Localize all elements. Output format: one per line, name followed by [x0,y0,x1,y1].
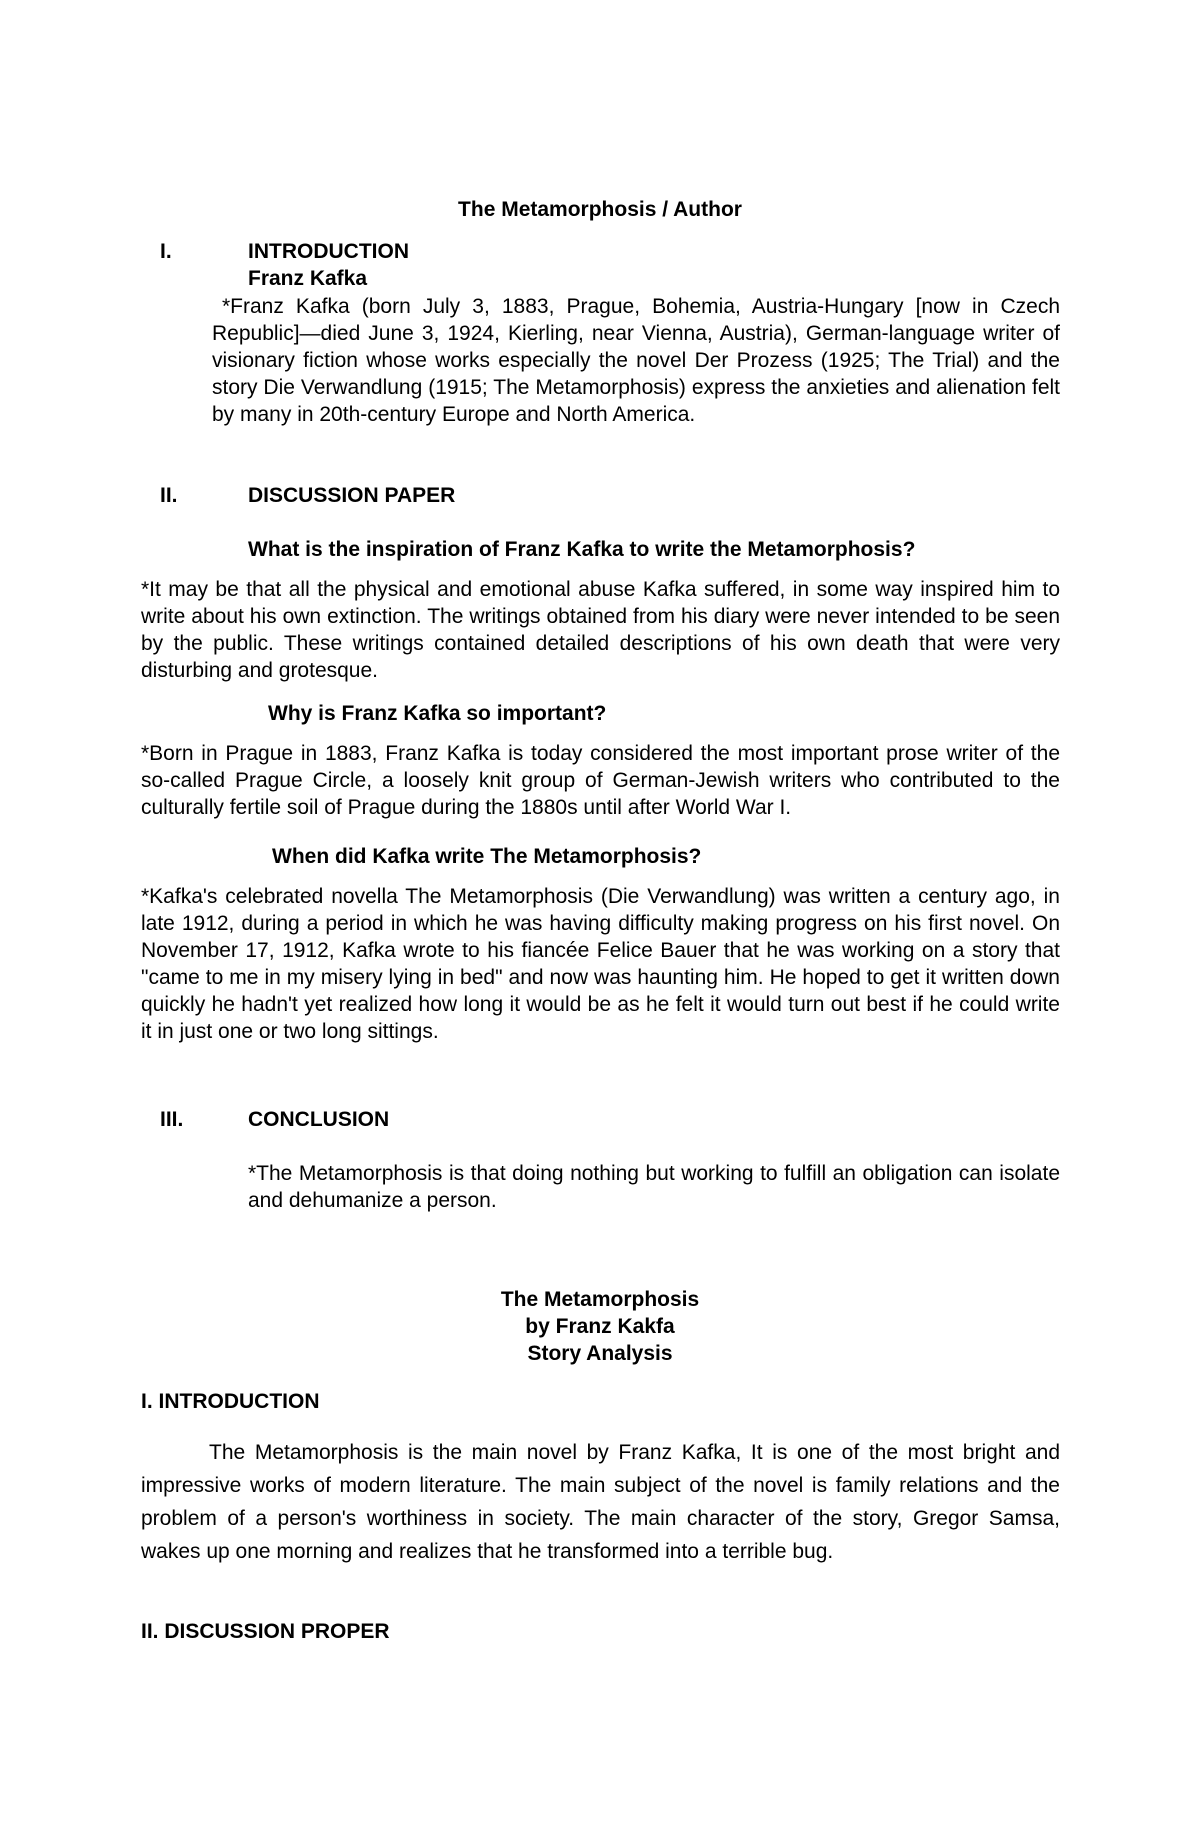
section-1-body: *Franz Kafka (born July 3, 1883, Prague, Bohemia, Austria-Hungary [now in Czech Republic]—died June 3, 1924, Kierling, near Vienna, Austria), German-language writer of visionary fiction whose works especially the novel Der Prozess (1925; The Trial) and the story Die Verwandlung (1915; The Metamorphosis) express the anxieties and alienation felt by many in 20th-century Europe and North America. [212,295,1060,426]
analysis-subtitle: Story Analysis [527,1342,673,1365]
section-1-heading: INTRODUCTION [248,240,409,263]
question-inspiration: What is the inspiration of Franz Kafka to write the Metamorphosis? [248,538,916,561]
question-when-written: When did Kafka write The Metamorphosis? [272,845,702,868]
section-3-heading: CONCLUSION [248,1108,390,1131]
analysis-title: The Metamorphosis [500,1288,700,1311]
answer-importance: *Born in Prague in 1883, Franz Kafka is today considered the most important prose writer of the so-called Prague Circle, a loosely knit group of German-Jewish writers who contributed to the culturally fertile soil of Prague during the 1880s until after World War I. [141,742,1060,819]
section-1-numeral: I. [160,240,172,263]
document-title: The Metamorphosis / Author [458,198,742,221]
answer-when-written: *Kafka's celebrated novella The Metamorphosis (Die Verwandlung) was written a century ago, in late 1912, during a period in which he was having difficulty making progress on his first novel. On November 17, 1912, Kafka wrote to his fiancée Felice Bauer that he was working on a story that "came to me in my misery lying in bed" and now was haunting him. He hoped to get it written down quickly he hadn't yet realized how long it would be as he felt it would turn out best if he could write it in just one or two long sittings. [141,885,1060,1043]
section-2-heading: DISCUSSION PAPER [248,484,456,507]
analysis-intro-body: The Metamorphosis is the main novel by Franz Kafka, It is one of the most bright and impressive works of modern literature. The main subject of the novel is family relations and the problem of a person's worthiness in society. The main character of the story, Gregor Samsa, wakes up one morning and realizes that he transformed into a terrible bug. [141,1441,1060,1563]
analysis-discussion-heading: II. DISCUSSION PROPER [141,1620,390,1643]
section-3-body: *The Metamorphosis is that doing nothing but working to fulfill an obligation can isolate and dehumanize a person. [248,1162,1060,1212]
analysis-author: by Franz Kakfa [525,1315,675,1338]
analysis-intro-heading: I. INTRODUCTION [141,1390,320,1413]
answer-inspiration: *It may be that all the physical and emotional abuse Kafka suffered, in some way inspired him to write about his own extinction. The writings obtained from his diary were never intended to be seen by the public. These writings contained detailed descriptions of his own death that were very disturbing and grotesque. [141,578,1060,682]
section-3-numeral: III. [160,1108,184,1131]
section-1-subheading: Franz Kafka [248,267,368,290]
question-importance: Why is Franz Kafka so important? [268,702,607,725]
section-2-numeral: II. [160,484,178,507]
